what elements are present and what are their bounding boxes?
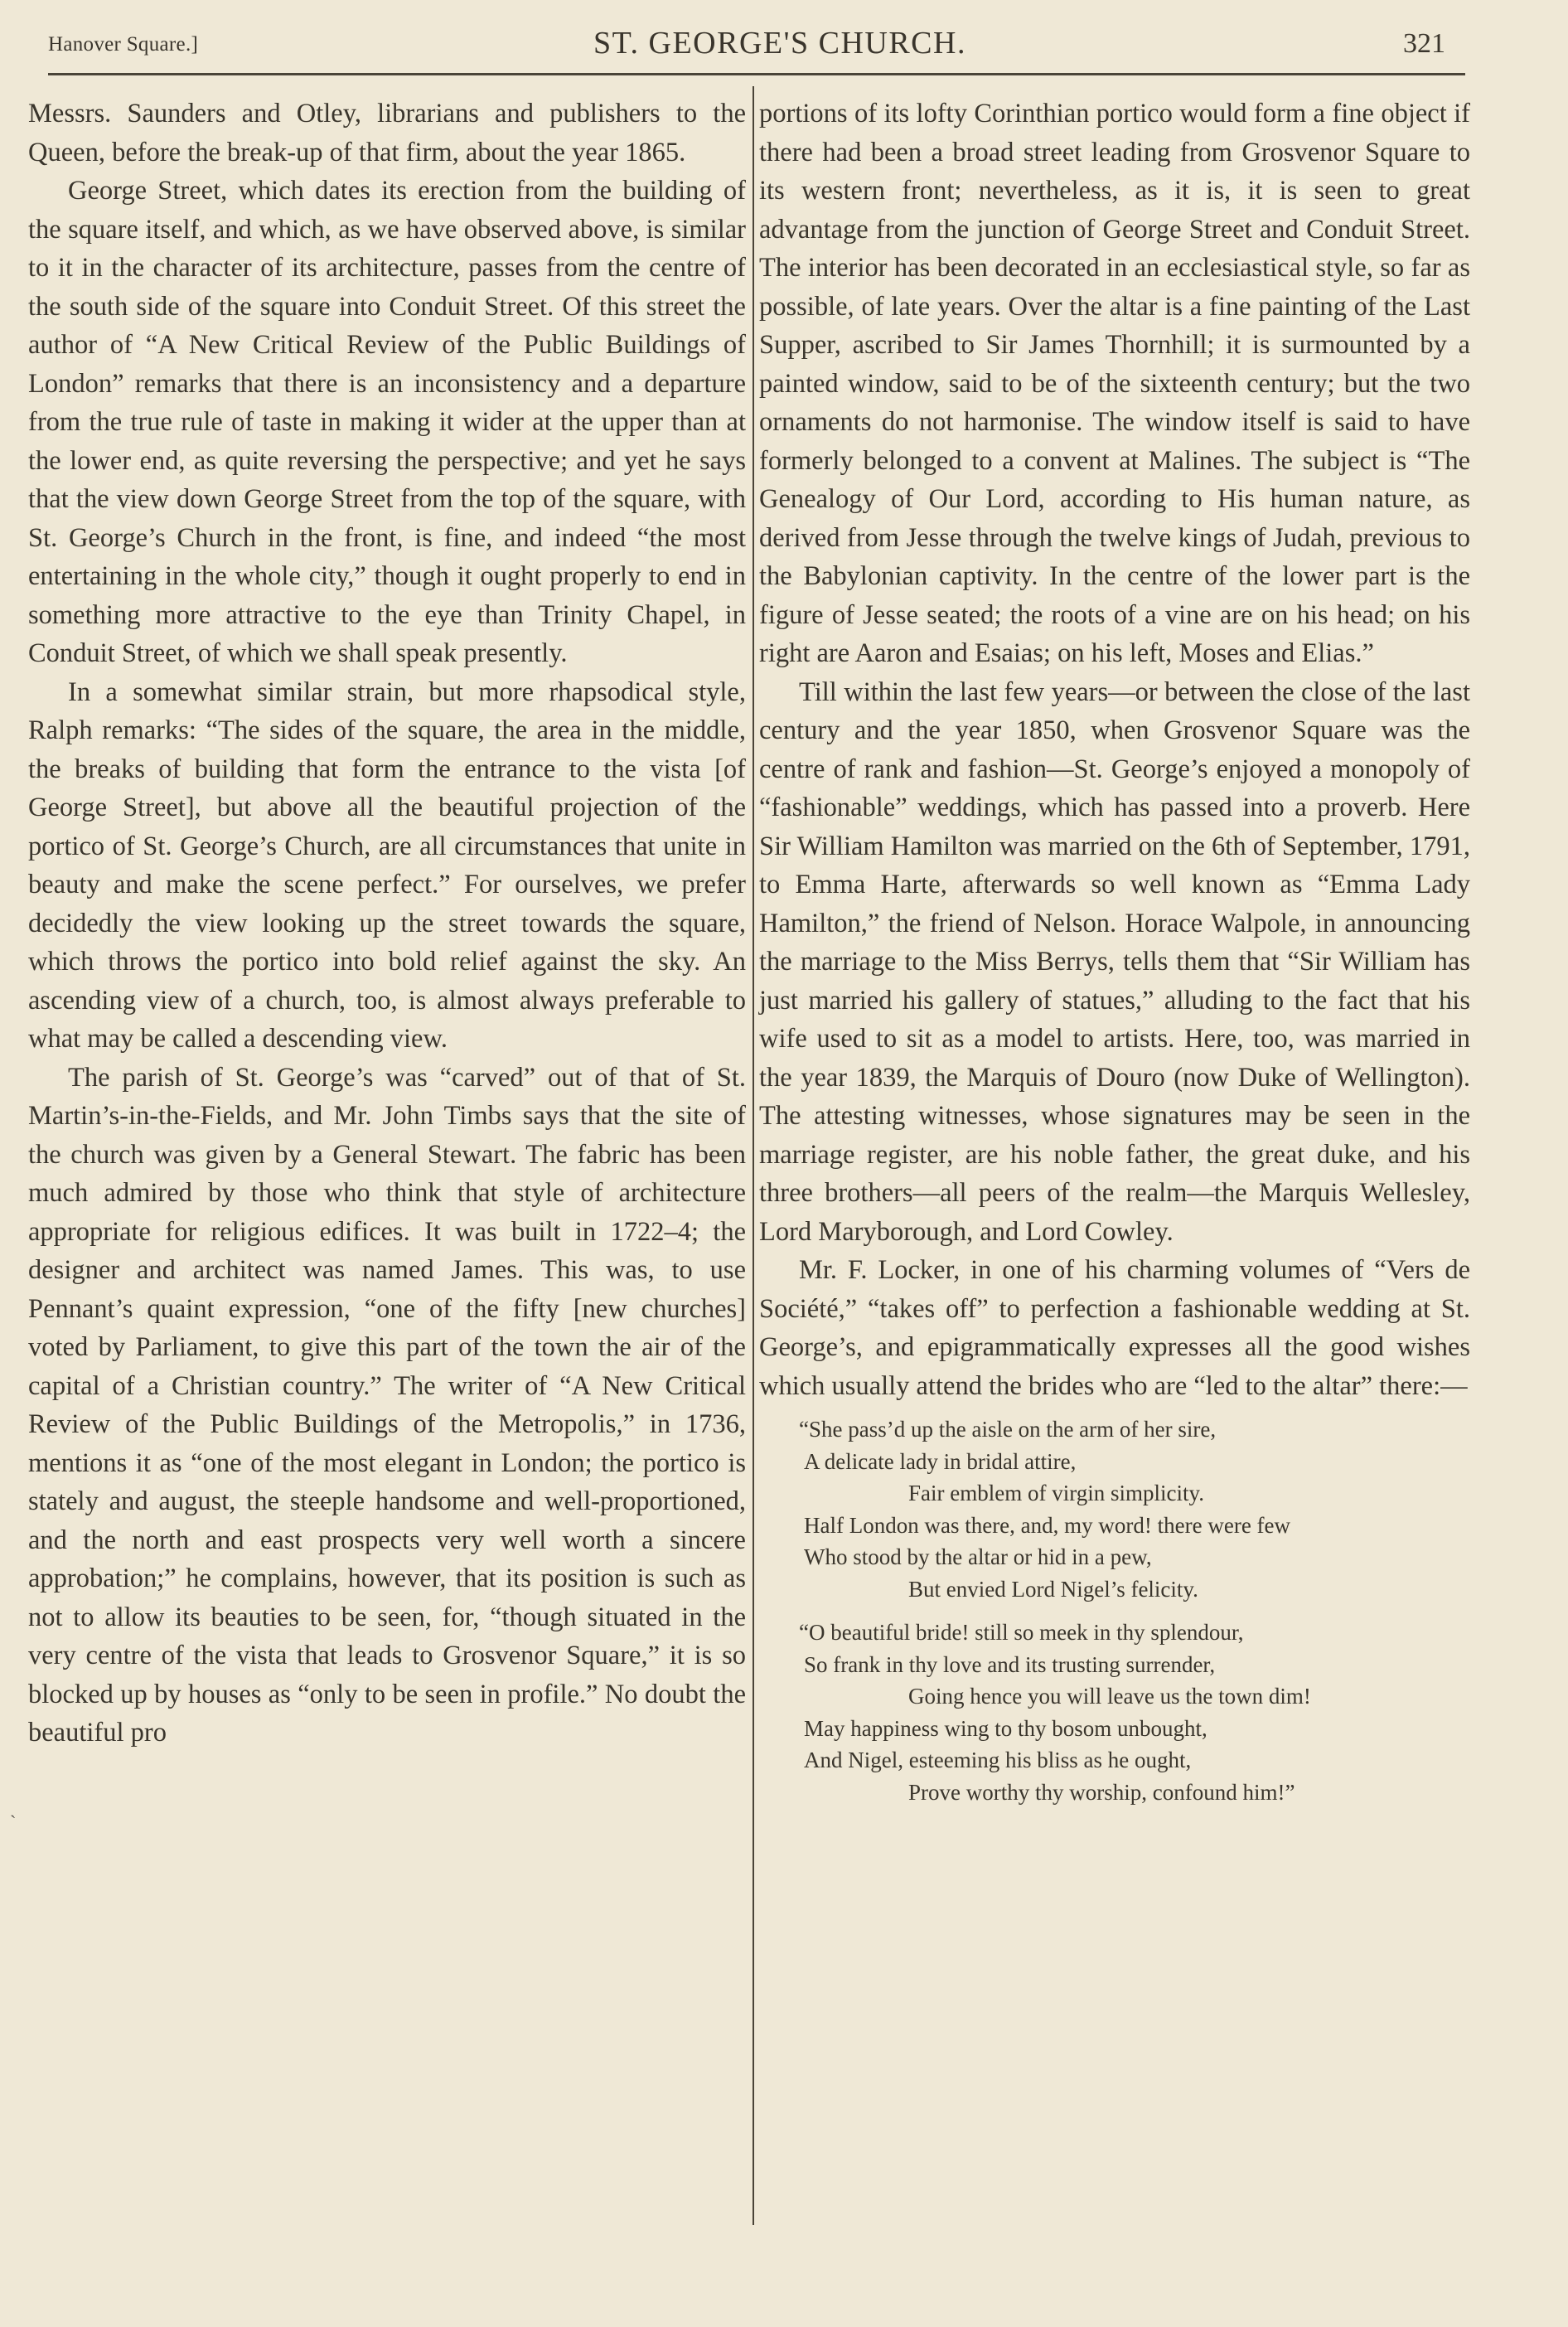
- paragraph: The parish of St. George’s was “carved” out of that of St. Martin’s-in-the-Fields, and Mr. John Timbs says that the site of the church was given by a General Stewart. The fabric has been much admired by those who think that style of architecture appropriate for religious edifices. It was built in 1722–4; the designer and architect was named James. This was, to use Pennant’s quaint expression, “one of the fifty [new churches] voted by Parliament, to give this part of the town the air of the capital of a Christian country.” The writer of “A New Critical Review of the Public Buildings of the Metropolis,” in 1736, mentions it as “one of the most elegant in London; the portico is stately and august, the steeple handsome and well-proportioned, and the north and east prospects very well worth a sincere approbation;” he complains, however, that its position is such as not to allow its beauties to be seen, for, “though situated in the very centre of the vista that leads to Grosvenor Square,” it is so blocked up by houses as “only to be seen in profile.” No doubt the beautiful pro: [28, 1062, 746, 1748]
- poem: [799, 1413, 1470, 1808]
- poem-line: “O beautiful bride! still so meek in thy splendour,: [799, 1620, 1244, 1645]
- running-head: [48, 25, 1457, 75]
- paragraph: Till within the last few years—or between the close of the last century and the year 1850, when Grosvenor Square was the centre of rank and fashion—St. George’s enjoyed a monopoly of “fashionable” weddings, which has passed into a proverb. Here Sir William Hamilton was married on the 6th of September, 1791, to Emma Harte, afterwards so well known as “Emma Lady Hamilton,” the friend of Nelson. Horace Walpole, in announcing the marriage to the Miss Berrys, tells them that “Sir William has just married his gallery of statues,” alluding to the fact that his wife used to sit as a model to artists. Here, too, was married in the year 1839, the Marquis of Douro (now Duke of Wellington). The attesting witnesses, whose signatures may be seen in the marriage register, are his noble father, the great duke, and his three brothers—all peers of the realm—the Marquis Wellesley, Lord Maryborough, and Lord Cowley.: [759, 676, 1470, 1247]
- poem-line: Fair emblem of virgin simplicity.: [908, 1481, 1204, 1505]
- paragraph: George Street, which dates its erection from the building of the square itself, and which, as we have observed above, is similar to it in the character of its architecture, passes from the centre of the south side of the square into Conduit Street. Of this street the author of “A New Critical Review of the Public Buildings of London” remarks that there is an inconsistency and a departure from the true rule of taste in making it wider at the upper than at the lower end, as quite reversing the perspective; and yet he says that the view down George Street from the top of the square, with St. George’s Church in the front, is fine, and indeed “the most entertaining in the whole city,” though it ought properly to end in something more attractive to the eye than Trinity Chapel, in Conduit Street, of which we shall speak presently.: [28, 176, 746, 668]
- paragraph: Mr. F. Locker, in one of his charming volumes of “Vers de Société,” “takes off” to perfection a fashionable wedding at St. George’s, and epigrammatically expresses all the good wishes which usually attend the brides who are “led to the altar” there:—: [759, 1255, 1470, 1401]
- poem-line: Prove worthy thy worship, confound him!”: [908, 1779, 1295, 1805]
- poem-line: “She pass’d up the aisle on the arm of her sire,: [799, 1417, 1217, 1442]
- poem-line: May happiness wing to thy bosom unbought,: [804, 1715, 1207, 1741]
- margin-mark: ˎ: [10, 1797, 17, 1818]
- right-column: [759, 95, 1470, 1820]
- poem-line: And Nigel, esteeming his bliss as he ought,: [804, 1748, 1192, 1772]
- poem-line: Going hence you will leave us the town dim!: [908, 1684, 1311, 1709]
- paragraph: In a somewhat similar strain, but more rhapsodical style, Ralph remarks: “The sides of the square, the area in the middle, the breaks of building that form the entrance to the vista [of George Street], but above all the beautiful projection of the portico of St. George’s Church, are all circumstances that unite in beauty and make the scene perfect.” For ourselves, we prefer decidedly the view looking up the street towards the square, which throws the portico into bold relief against the sky. An ascending view of a church, too, is almost always preferable to what may be called a descending view.: [28, 676, 746, 1054]
- poem-stanza: [799, 1413, 1470, 1605]
- paragraph: portions of its lofty Corinthian portico would form a fine object if there had been a broad street leading from Grosvenor Square to its western front; nevertheless, as it is, it is seen to great advantage from the junction of George Street and Conduit Street. The interior has been decorated in an ecclesiastical style, so far as possible, of late years. Over the altar is a fine painting of the Last Supper, ascribed to Sir James Thornhill; it is surmounted by a painted window, said to be of the sixteenth century; but the two ornaments do not harmonise. The window itself is said to have formerly belonged to a convent at Malines. The subject is “The Genealogy of Our Lord, according to His human nature, as derived from Jesse through the twelve kings of Judah, previous to the Babylonian captivity. In the centre of the lower part is the figure of Jesse seated; the roots of a vine are on his head; on his right are Aaron and Esaias; on his left, Moses and Elias.”: [759, 99, 1470, 668]
- poem-line: So frank in thy love and its trusting surrender,: [804, 1651, 1216, 1677]
- page-title: ST. GEORGE'S CHURCH.: [593, 26, 966, 61]
- page-number: 321: [1403, 28, 1445, 59]
- poem-line: A delicate lady in bridal attire,: [804, 1448, 1077, 1474]
- paragraph: Messrs. Saunders and Otley, librarians and publishers to the Queen, before the break-up of that firm, about the year 1865.: [28, 99, 746, 167]
- poem-line: But envied Lord Nigel’s felicity.: [908, 1576, 1198, 1602]
- column-divider: [753, 86, 754, 2225]
- poem-line: Half London was there, and, my word! there were few: [804, 1512, 1291, 1538]
- poem-line: Who stood by the altar or hid in a pew,: [804, 1544, 1152, 1569]
- left-column: [28, 95, 746, 1753]
- poem-stanza: [799, 1617, 1470, 1808]
- header-rule: [48, 73, 1465, 75]
- section-label: Hanover Square.]: [48, 33, 199, 56]
